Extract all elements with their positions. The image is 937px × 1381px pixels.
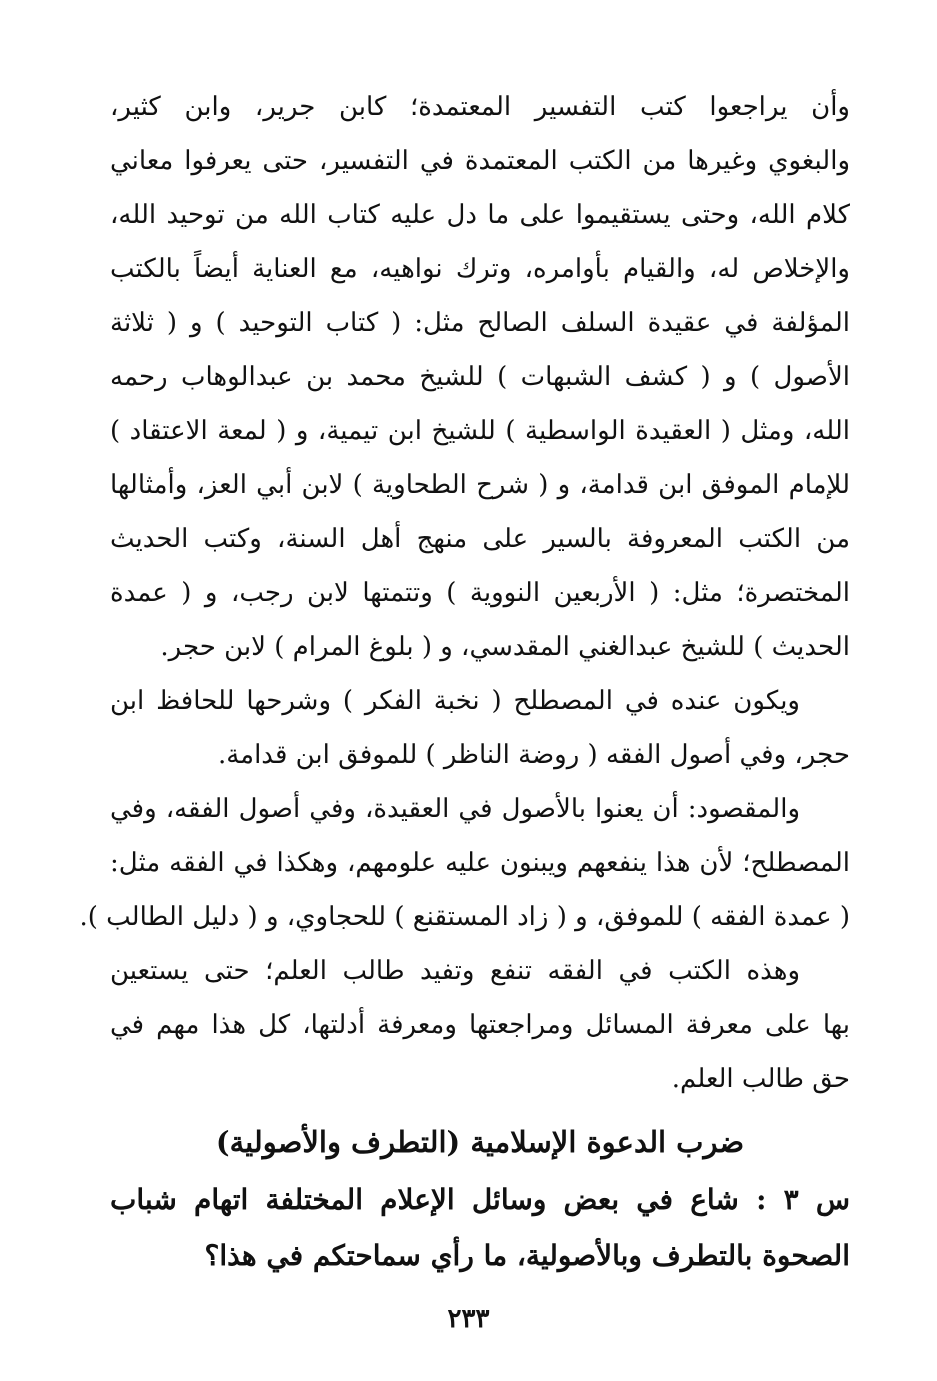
- body-line: المختصرة؛ مثل: ( الأربعين النووية ) وتتمتها لابن رجب، و ( عمدة: [110, 578, 850, 608]
- body-line: الحديث ) للشيخ عبدالغني المقدسي، و ( بلوغ المرام ) لابن حجر.: [160, 632, 850, 662]
- body-line: المصطلح؛ لأن هذا ينفعهم ويبنون عليه علومهم، وهكذا في الفقه مثل:: [110, 848, 850, 878]
- page-number: ٢٣٣: [447, 1304, 490, 1334]
- body-line: والبغوي وغيرها من الكتب المعتمدة في التفسير، حتى يعرفوا معاني: [110, 146, 850, 176]
- question-line: س ٣ : شاع في بعض وسائل الإعلام المختلفة اتهام شباب: [110, 1183, 850, 1216]
- section-heading: ضرب الدعوة الإسلامية (التطرف والأصولية): [215, 1125, 745, 1159]
- question-line: الصحوة بالتطرف وبالأصولية، ما رأي سماحتكم في هذا؟: [204, 1239, 850, 1272]
- body-line: والمقصود: أن يعنوا بالأصول في العقيدة، وفي أصول الفقه، وفي: [110, 794, 800, 824]
- body-line: وهذه الكتب في الفقه تنفع وتفيد طالب العلم؛ حتى يستعين: [110, 956, 800, 986]
- body-line: للإمام الموفق ابن قدامة، و ( شرح الطحاوية ) لابن أبي العز، وأمثالها: [110, 470, 850, 500]
- body-line: حجر، وفي أصول الفقه ( روضة الناظر ) للموفق ابن قدامة.: [217, 740, 850, 770]
- body-line: والإخلاص له، والقيام بأوامره، وترك نواهيه، مع العناية أيضاً بالكتب: [110, 254, 850, 284]
- body-line: الأصول ) و ( كشف الشبهات ) للشيخ محمد بن عبدالوهاب رحمه: [110, 362, 850, 392]
- body-line: كلام الله، وحتى يستقيموا على ما دل عليه كتاب الله من توحيد الله،: [110, 200, 850, 230]
- body-line: من الكتب المعروفة بالسير على منهج أهل السنة، وكتب الحديث: [110, 524, 850, 554]
- body-line: المؤلفة في عقيدة السلف الصالح مثل: ( كتاب التوحيد ) و ( ثلاثة: [110, 308, 850, 338]
- body-line: ويكون عنده في المصطلح ( نخبة الفكر ) وشرحها للحافظ ابن: [110, 686, 800, 716]
- body-line: الله، ومثل ( العقيدة الواسطية ) للشيخ ابن تيمية، و ( لمعة الاعتقاد ): [110, 416, 850, 446]
- body-line: ( عمدة الفقه ) للموفق، و ( زاد المستقنع ) للحجاوي، و ( دليل الطالب ).: [79, 902, 850, 932]
- body-line: حق طالب العلم.: [671, 1064, 850, 1094]
- body-line: بها على معرفة المسائل ومراجعتها ومعرفة أدلتها، كل هذا مهم في: [110, 1010, 850, 1040]
- page-content: [79, 80, 850, 1350]
- body-line: وأن يراجعوا كتب التفسير المعتمدة؛ كابن جرير، وابن كثير،: [110, 92, 850, 122]
